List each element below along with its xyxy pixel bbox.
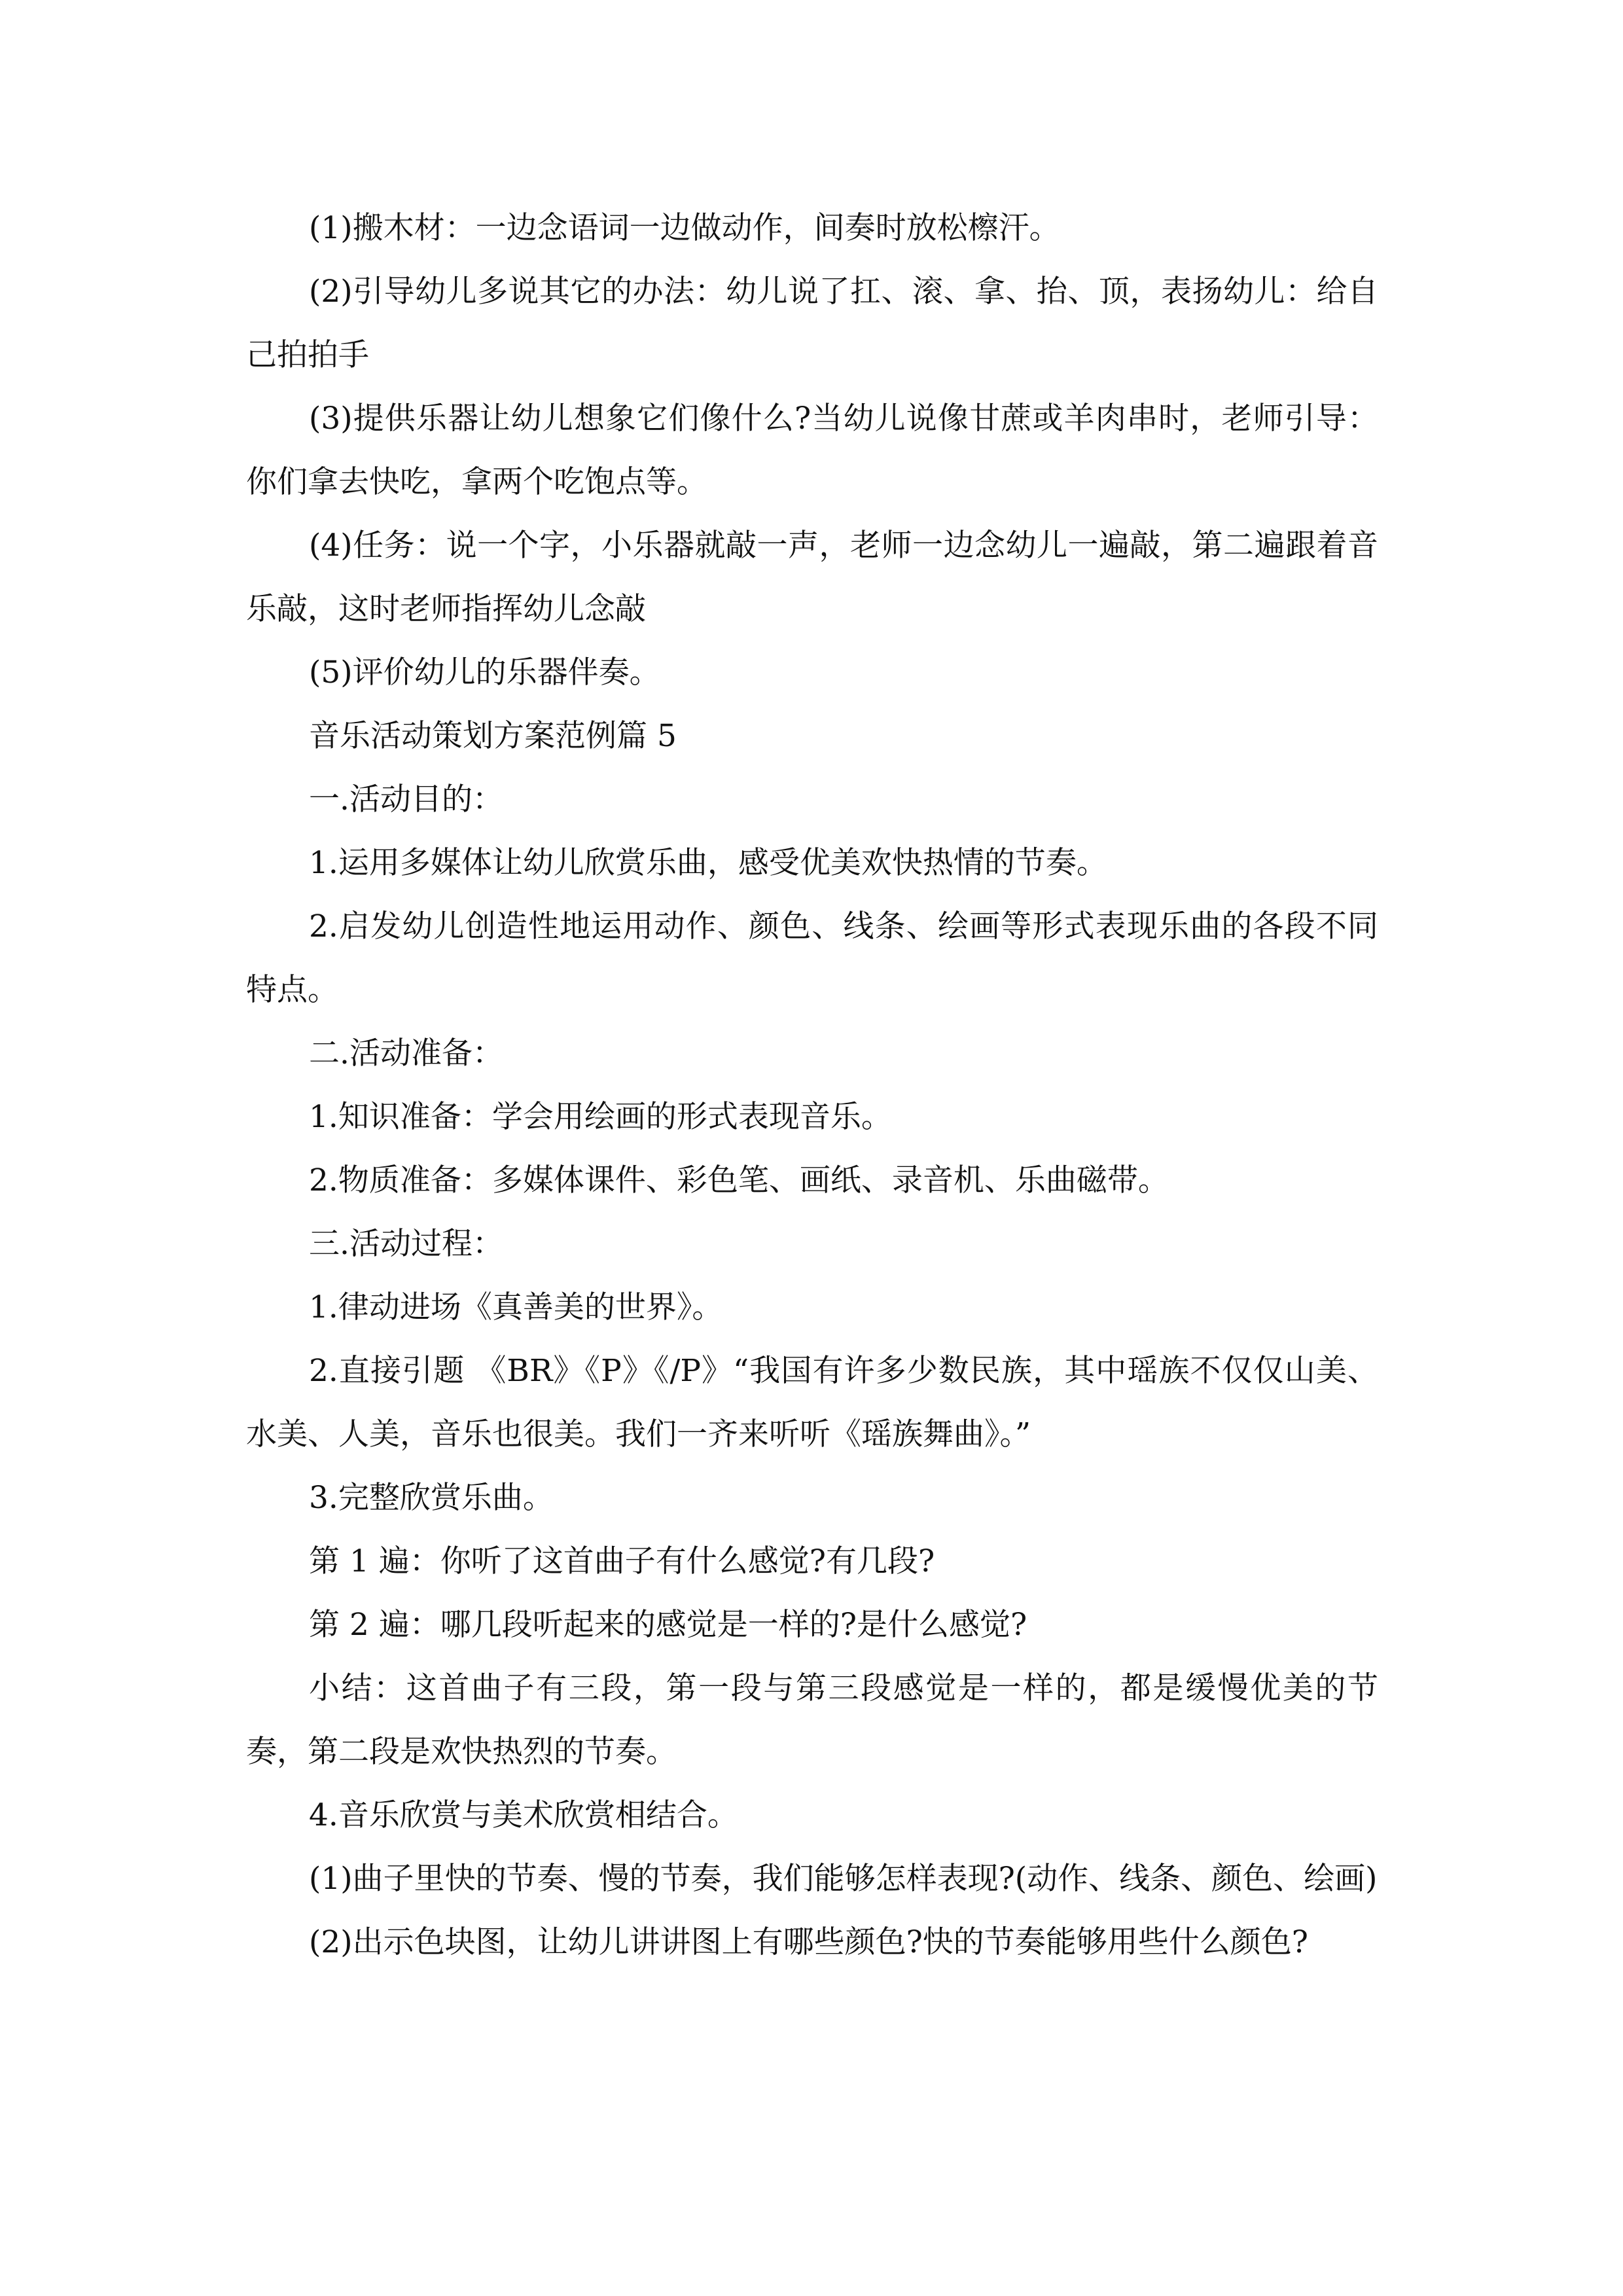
listen-pass-1: 第 1 遍：你听了这首曲子有什么感觉?有几段? [309,1543,935,1579]
process-4-item-2: (2)出示色块图，让幼儿讲讲图上有哪些颜色?快的节奏能够用些什么颜色? [309,1924,1308,1960]
paragraph-step-2: (2)引导幼儿多说其它的办法：幼儿说了扛、滚、拿、抬、顶，表扬幼儿：给自己拍拍手 [246,274,1378,373]
process-3: 3.完整欣赏乐曲。 [309,1480,554,1516]
heading-preparation: 二.活动准备： [309,1035,503,1071]
objective-2: 2.启发幼儿创造性地运用动作、颜色、线条、绘画等形式表现乐曲的各段不同特点。 [246,908,1378,1008]
process-1: 1.律动进场《真善美的世界》。 [309,1289,723,1325]
heading-objectives: 一.活动目的： [309,781,503,817]
section-title: 音乐活动策划方案范例篇 5 [309,718,677,754]
preparation-2: 2.物质准备：多媒体课件、彩色笔、画纸、录音机、乐曲磁带。 [309,1162,1169,1198]
paragraph-step-5: (5)评价幼儿的乐器伴奏。 [309,655,660,691]
objective-1: 1.运用多媒体让幼儿欣赏乐曲，感受优美欢快热情的节奏。 [309,845,1107,881]
process-4: 4.音乐欣赏与美术欣赏相结合。 [309,1797,738,1833]
process-4-item-1: (1)曲子里快的节奏、慢的节奏，我们能够怎样表现?(动作、线条、颜色、绘画) [309,1861,1378,1897]
heading-process: 三.活动过程： [309,1226,503,1262]
listen-pass-2: 第 2 遍：哪几段听起来的感觉是一样的?是什么感觉? [309,1607,1027,1643]
paragraph-step-1: (1)搬木材：一边念语词一边做动作，间奏时放松檫汗。 [309,210,1060,246]
summary: 小结：这首曲子有三段，第一段与第三段感觉是一样的，都是缓慢优美的节奏，第二段是欢快热烈的节奏。 [246,1670,1378,1770]
paragraph-step-3: (3)提供乐器让幼儿想象它们像什么?当幼儿说像甘蔗或羊肉串时，老师引导：你们拿去快吃，拿两个吃饱点等。 [246,401,1378,500]
paragraph-step-4: (4)任务：说一个字，小乐器就敲一声，老师一边念幼儿一遍敲，第二遍跟着音乐敲，这时老师指挥幼儿念敲 [246,528,1378,627]
preparation-1: 1.知识准备：学会用绘画的形式表现音乐。 [309,1099,892,1135]
process-2: 2.直接引题 《BR》《P》《/P》“我国有许多少数民族，其中瑶族不仅仅山美、水美、人美，音乐也很美。我们一齐来听听《瑶族舞曲》。” [246,1353,1378,1452]
document-page [246,196,1378,1974]
